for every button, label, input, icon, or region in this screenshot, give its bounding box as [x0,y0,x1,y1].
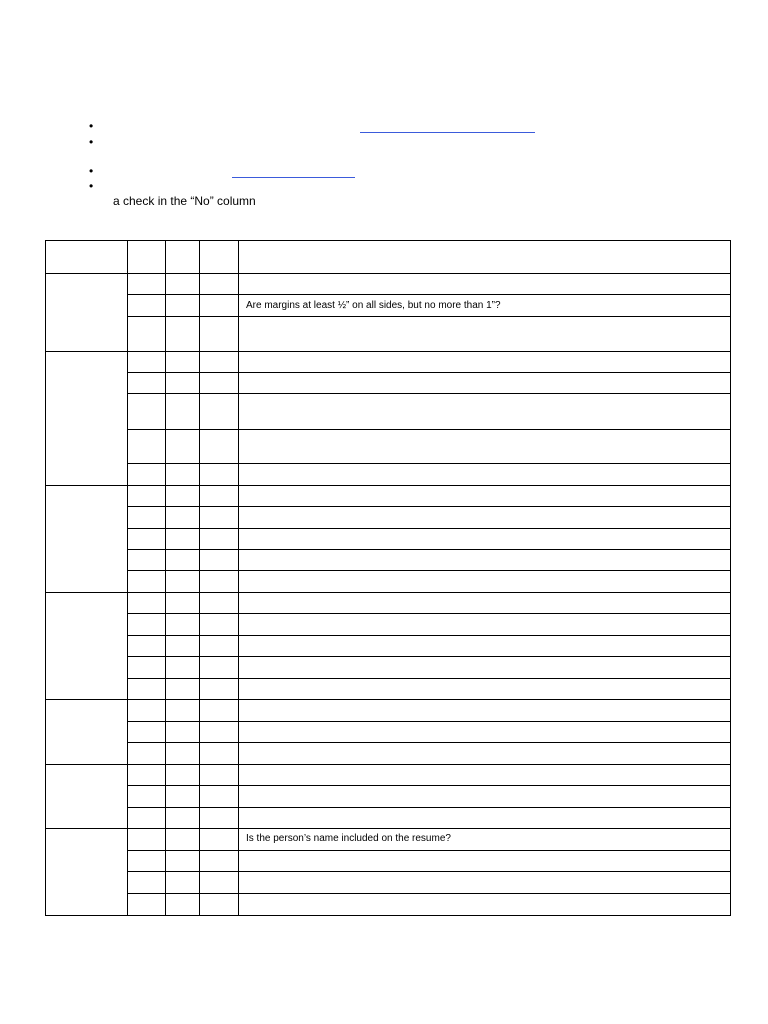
bullet-3 [89,165,93,177]
row-divider [127,570,730,571]
bullet-2 [89,136,93,148]
row-divider [127,316,730,317]
instruction-note: a check in the “No” column [113,194,256,208]
group-divider-2 [46,485,730,486]
group-divider-5 [46,764,730,765]
row-divider [127,549,730,550]
row-divider [127,871,730,872]
row-divider [127,506,730,507]
group-divider-1 [46,351,730,352]
group-divider-3 [46,592,730,593]
column-divider-yes [165,241,166,915]
row-divider [127,893,730,894]
row-divider [127,463,730,464]
row-divider [127,528,730,529]
row-divider [127,294,730,295]
column-divider-na [238,241,239,915]
bullet-4 [89,180,93,192]
column-divider-category [127,241,128,915]
row-divider [127,393,730,394]
row-divider [127,635,730,636]
row-divider [127,807,730,808]
row-divider [127,742,730,743]
row-divider [127,372,730,373]
row-divider [127,850,730,851]
row-divider [127,785,730,786]
row-divider [127,429,730,430]
link-underline-1[interactable] [360,132,535,133]
link-underline-2[interactable] [232,177,355,178]
column-divider-no [199,241,200,915]
row-divider [127,613,730,614]
row-divider [127,721,730,722]
resume-checklist-table [45,240,731,916]
group-divider-4 [46,699,730,700]
instructions-section [0,0,768,220]
row-divider [127,656,730,657]
bullet-1 [89,120,93,132]
question-name-included: Is the person’s name included on the resume? [246,833,451,844]
group-divider-6 [46,828,730,829]
question-margins: Are margins at least ½” on all sides, but no more than 1”? [246,300,501,311]
header-row-divider [46,273,730,274]
row-divider [127,678,730,679]
